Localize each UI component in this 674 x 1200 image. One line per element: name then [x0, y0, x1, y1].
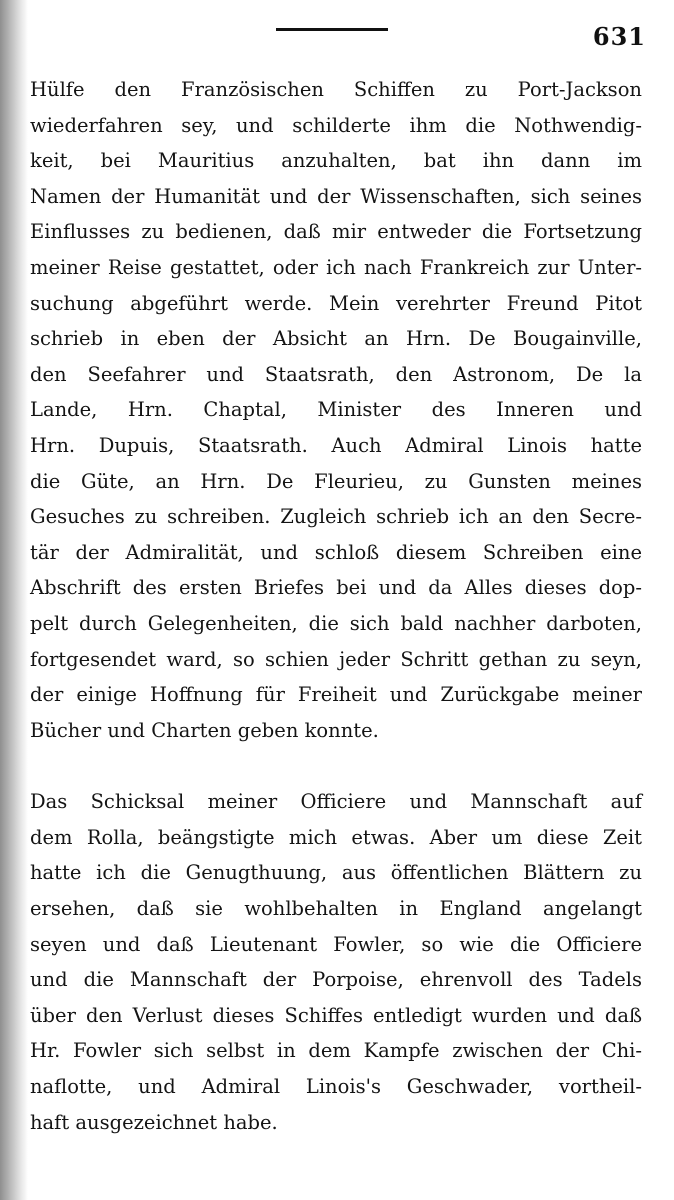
paragraph [30, 72, 642, 748]
header-rule [276, 28, 388, 31]
page-number: 631 [592, 22, 646, 51]
text-line: meiner Reise gestattet, oder ich nach Frankreich zur Unter- [30, 255, 642, 279]
text-line: tär der Admiralität, und schloß diesem Schreiben eine [30, 540, 642, 564]
text-line: Namen der Humanität und der Wissenschaften, sich seines [30, 184, 642, 208]
text-line: Abschrift des ersten Briefes bei und da Alles dieses dop- [30, 576, 642, 600]
text-line: fortgesendet ward, so schien jeder Schritt gethan zu seyn, [30, 647, 642, 671]
text-line: Gesuches zu schreiben. Zugleich schrieb ich an den Secre- [30, 505, 642, 529]
text-line: ersehen, daß sie wohlbehalten in England angelangt [30, 897, 642, 921]
text-line: schrieb in eben der Absicht an Hrn. De Bougainville, [30, 327, 642, 351]
text-line: den Seefahrer und Staatsrath, den Astronom, De la [30, 362, 642, 386]
text-line: Hrn. Dupuis, Staatsrath. Auch Admiral Linois hatte [30, 433, 642, 457]
text-line: dem Rolla, beängstigte mich etwas. Aber um diese Zeit [30, 825, 642, 849]
text-line: pelt durch Gelegenheiten, die sich bald nachher darboten, [30, 611, 642, 635]
text-line: seyen und daß Lieutenant Fowler, so wie die Officiere [30, 932, 642, 956]
paragraph [30, 784, 642, 1140]
text-line: Einflusses zu bedienen, daß mir entweder die Fortsetzung [30, 220, 642, 244]
text-line: keit, bei Mauritius anzuhalten, bat ihn dann im [30, 149, 642, 173]
text-line: die Güte, an Hrn. De Fleurieu, zu Gunsten meines [30, 469, 642, 493]
text-line: naflotte, und Admiral Linois's Geschwader, vortheil- [30, 1075, 642, 1099]
text-line: Hr. Fowler sich selbst in dem Kampfe zwischen der Chi- [30, 1039, 642, 1063]
text-line: haft ausgezeichnet habe. [30, 1110, 278, 1134]
binding-shadow [0, 0, 28, 1200]
text-line: Bücher und Charten geben konnte. [30, 718, 379, 742]
text-line: der einige Hoffnung für Freiheit und Zurückgabe meiner [30, 683, 642, 707]
text-line: Hülfe den Französischen Schiffen zu Port-Jackson [30, 78, 642, 101]
text-line: suchung abgeführt werde. Mein verehrter Freund Pitot [30, 291, 642, 315]
text-line: Das Schicksal meiner Officiere und Mannschaft auf [30, 790, 642, 814]
text-line: wiederfahren sey, und schilderte ihm die Nothwendig- [30, 113, 642, 137]
body-text [30, 72, 642, 1140]
paragraph-gap [30, 748, 642, 784]
text-line: Lande, Hrn. Chaptal, Minister des Inneren und [30, 398, 642, 422]
text-line: und die Mannschaft der Porpoise, ehrenvoll des Tadels [30, 968, 642, 992]
text-line: über den Verlust dieses Schiffes entledigt wurden und daß [30, 1003, 642, 1027]
text-line: hatte ich die Genugthuung, aus öffentlichen Blättern zu [30, 861, 642, 885]
